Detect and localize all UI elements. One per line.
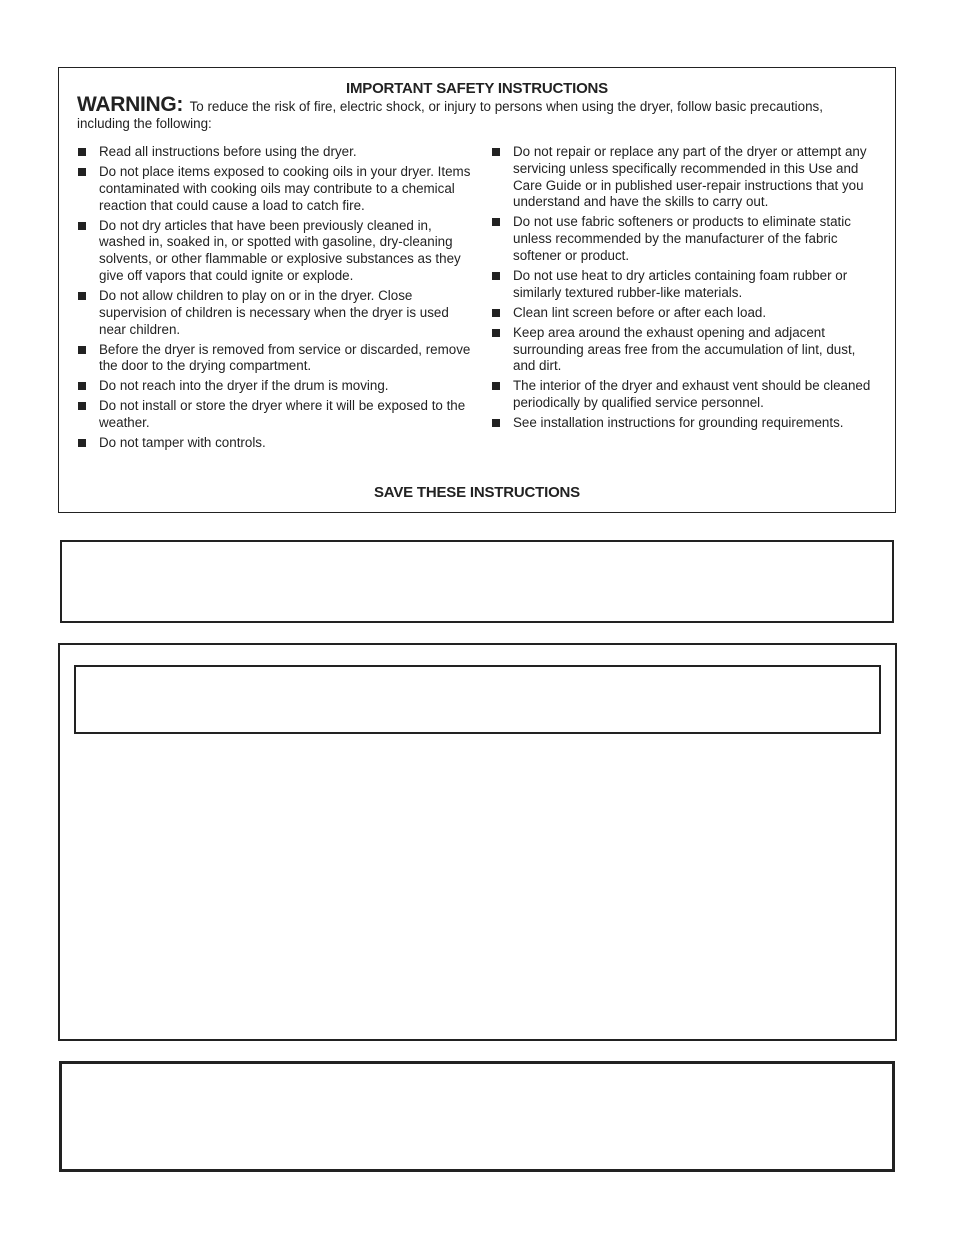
list-item-text: Do not tamper with controls. (99, 435, 266, 451)
warning-text: To reduce the risk of fire, electric shock, or injury to persons when using the dryer, follow basic precautions, including the following: (77, 99, 823, 131)
square-bullet-icon (78, 292, 86, 300)
list-item (77, 288, 472, 338)
square-bullet-icon (78, 148, 86, 156)
square-bullet-icon (492, 218, 500, 226)
empty-bottom-panel (59, 1061, 895, 1172)
list-item-text: Do not repair or replace any part of the dryer or attempt any servicing unless specifically recommended in this Use and Care Guide or in published user-repair instructions that you understand and have the skills to carry out. (513, 144, 867, 210)
left-instruction-list (77, 144, 472, 455)
list-item (77, 164, 472, 214)
list-item-text: Do not allow children to play on or in the dryer. Close supervision of children is necessary when the dryer is used near children. (99, 287, 449, 337)
square-bullet-icon (492, 272, 500, 280)
safety-title: IMPORTANT SAFETY INSTRUCTIONS (346, 80, 608, 97)
list-item-text: Keep area around the exhaust opening and adjacent surrounding areas free from the accumulation of lint, dust, and dirt. (513, 324, 856, 374)
list-item (491, 144, 881, 211)
list-item (491, 214, 881, 264)
warning-paragraph (77, 93, 877, 132)
square-bullet-icon (492, 329, 500, 337)
list-item-text: Do not place items exposed to cooking oils in your dryer. Items contaminated with cooking oils may contribute to a chemical reaction that could cause a load to catch fire. (99, 163, 471, 213)
list-item-text: Before the dryer is removed from service or discarded, remove the door to the drying compartment. (99, 341, 471, 374)
list-item (491, 325, 881, 375)
warning-label: WARNING: (77, 93, 184, 116)
list-item (491, 305, 881, 322)
empty-inner-panel (74, 665, 881, 734)
list-item-text: Clean lint screen before or after each load. (513, 304, 767, 320)
square-bullet-icon (492, 309, 500, 317)
list-item-text: Do not dry articles that have been previously cleaned in, washed in, soaked in, or spotted with gasoline, dry-cleaning solvents, or other flammable or explosive substances as they give off vapors that could ignite or explode. (99, 217, 461, 283)
square-bullet-icon (78, 222, 86, 230)
list-item-text: Do not use fabric softeners or products to eliminate static unless recommended by the manufacturer of the fabric softener or product. (513, 214, 851, 263)
square-bullet-icon (78, 402, 86, 410)
square-bullet-icon (78, 346, 86, 354)
list-item (77, 398, 472, 432)
empty-panel (60, 540, 894, 623)
list-item-text: Read all instructions before using the dryer. (99, 144, 357, 159)
square-bullet-icon (492, 382, 500, 390)
square-bullet-icon (78, 168, 86, 176)
list-item (77, 342, 472, 376)
list-item-text: Do not reach into the dryer if the drum is moving. (99, 378, 389, 394)
list-item (491, 268, 881, 302)
list-item-text: Do not install or store the dryer where it will be exposed to the weather. (99, 398, 466, 431)
square-bullet-icon (492, 419, 500, 427)
list-item (77, 378, 472, 395)
list-item (491, 378, 881, 412)
list-item (491, 415, 881, 432)
list-item (77, 144, 472, 161)
square-bullet-icon (78, 439, 86, 447)
list-item-text: Do not use heat to dry articles containing foam rubber or similarly textured rubber-like materials. (513, 267, 848, 300)
list-item (77, 435, 472, 452)
square-bullet-icon (78, 382, 86, 390)
safety-instructions-box (58, 67, 896, 513)
list-item-text: The interior of the dryer and exhaust vent should be cleaned periodically by qualified service personnel. (513, 378, 871, 411)
list-item (77, 218, 472, 285)
list-item-text: See installation instructions for grounding requirements. (513, 415, 844, 431)
save-instructions-footer: SAVE THESE INSTRUCTIONS (374, 484, 580, 501)
square-bullet-icon (492, 148, 500, 156)
right-instruction-list (491, 144, 881, 435)
